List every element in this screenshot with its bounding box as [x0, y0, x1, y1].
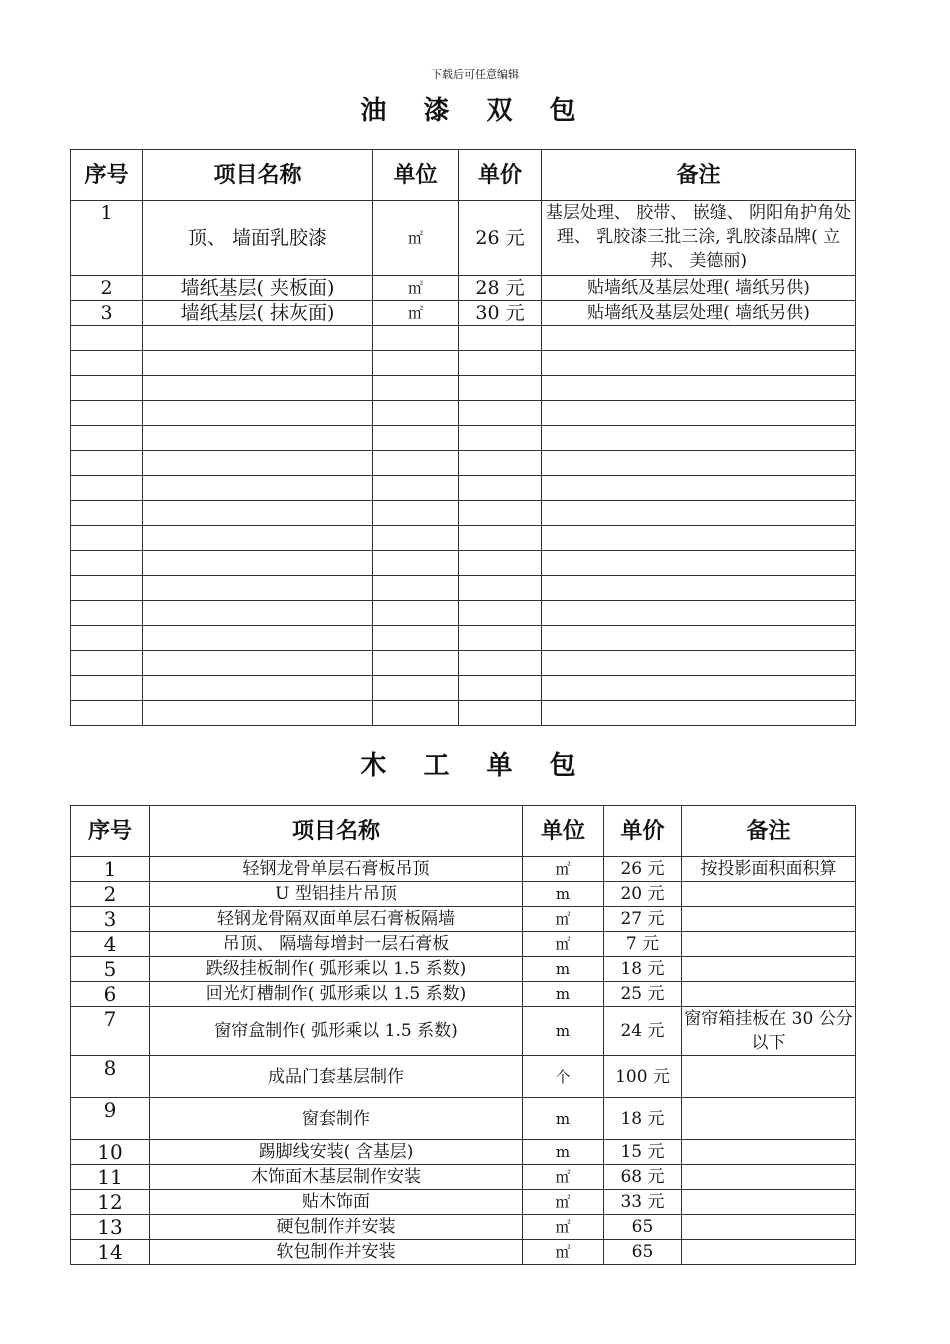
empty-cell	[542, 326, 856, 351]
empty-table-row	[71, 551, 856, 576]
cell-name: 窗套制作	[150, 1098, 523, 1140]
empty-cell	[459, 676, 542, 701]
empty-cell	[459, 601, 542, 626]
empty-cell	[373, 676, 459, 701]
carpentry-price-table	[70, 805, 856, 1265]
empty-table-row	[71, 476, 856, 501]
table-row	[71, 1190, 856, 1215]
table-row	[71, 201, 856, 276]
cell-name: 踢脚线安装( 含基层)	[150, 1140, 523, 1165]
cell-no: 6	[71, 982, 150, 1007]
empty-cell	[542, 476, 856, 501]
empty-table-row	[71, 326, 856, 351]
empty-cell	[459, 701, 542, 726]
empty-cell	[459, 426, 542, 451]
cell-no: 14	[71, 1240, 150, 1265]
empty-table-row	[71, 701, 856, 726]
table-row	[71, 1215, 856, 1240]
cell-no: 3	[71, 907, 150, 932]
empty-cell	[373, 426, 459, 451]
cell-price: 18 元	[604, 957, 682, 982]
table-row	[71, 1240, 856, 1265]
cell-unit: ㎡	[523, 857, 604, 882]
cell-price: 15 元	[604, 1140, 682, 1165]
empty-table-row	[71, 501, 856, 526]
cell-unit: m	[523, 1007, 604, 1056]
table-row	[71, 882, 856, 907]
cell-no: 3	[71, 301, 143, 326]
cell-no: 1	[71, 201, 143, 276]
cell-name: 跌级挂板制作( 弧形乘以 1.5 系数)	[150, 957, 523, 982]
table-row	[71, 932, 856, 957]
cell-unit: ㎡	[523, 907, 604, 932]
table-row	[71, 957, 856, 982]
empty-cell	[459, 576, 542, 601]
empty-table-row	[71, 601, 856, 626]
empty-cell	[542, 576, 856, 601]
cell-price: 26 元	[459, 201, 542, 276]
cell-no: 12	[71, 1190, 150, 1215]
empty-table-row	[71, 401, 856, 426]
cell-remark	[682, 1215, 856, 1240]
cell-price: 20 元	[604, 882, 682, 907]
cell-unit: m	[523, 882, 604, 907]
empty-cell	[373, 476, 459, 501]
empty-cell	[143, 551, 373, 576]
empty-cell	[71, 376, 143, 401]
empty-cell	[143, 476, 373, 501]
table-row	[71, 1098, 856, 1140]
cell-price: 100 元	[604, 1056, 682, 1098]
empty-cell	[71, 526, 143, 551]
empty-cell	[71, 601, 143, 626]
cell-remark	[682, 932, 856, 957]
cell-remark: 按投影面积面积算	[682, 857, 856, 882]
cell-unit: m	[523, 957, 604, 982]
cell-remark	[682, 1140, 856, 1165]
cell-name: 墙纸基层( 抹灰面)	[143, 301, 373, 326]
empty-cell	[373, 376, 459, 401]
empty-cell	[143, 351, 373, 376]
empty-cell	[143, 526, 373, 551]
cell-unit: m	[523, 982, 604, 1007]
cell-name: 墙纸基层( 夹板面)	[143, 276, 373, 301]
cell-price: 24 元	[604, 1007, 682, 1056]
section-title-carpentry: 木 工 单 包	[360, 751, 590, 781]
cell-name: 成品门套基层制作	[150, 1056, 523, 1098]
header-price: 单价	[604, 806, 682, 857]
cell-price: 25 元	[604, 982, 682, 1007]
cell-unit: ㎡	[523, 1165, 604, 1190]
cell-unit: ㎡	[373, 301, 459, 326]
empty-cell	[459, 476, 542, 501]
cell-no: 5	[71, 957, 150, 982]
cell-unit: m	[523, 1098, 604, 1140]
cell-no: 7	[71, 1007, 150, 1056]
empty-cell	[542, 551, 856, 576]
table-row	[71, 1140, 856, 1165]
cell-name: 轻钢龙骨单层石膏板吊顶	[150, 857, 523, 882]
cell-name: 顶、 墙面乳胶漆	[143, 201, 373, 276]
empty-cell	[143, 701, 373, 726]
cell-price: 33 元	[604, 1190, 682, 1215]
empty-cell	[373, 601, 459, 626]
cell-no: 10	[71, 1140, 150, 1165]
empty-table-row	[71, 526, 856, 551]
cell-price: 65	[604, 1215, 682, 1240]
cell-unit: ㎡	[373, 201, 459, 276]
table-row	[71, 1056, 856, 1098]
header-name: 项目名称	[143, 150, 373, 201]
empty-cell	[143, 326, 373, 351]
empty-cell	[71, 351, 143, 376]
empty-cell	[542, 451, 856, 476]
cell-unit: ㎡	[523, 932, 604, 957]
cell-remark	[682, 1098, 856, 1140]
cell-no: 13	[71, 1215, 150, 1240]
empty-table-row	[71, 626, 856, 651]
empty-cell	[71, 426, 143, 451]
empty-cell	[459, 651, 542, 676]
empty-cell	[71, 476, 143, 501]
empty-cell	[542, 601, 856, 626]
cell-remark	[682, 1190, 856, 1215]
cell-price: 26 元	[604, 857, 682, 882]
cell-no: 9	[71, 1098, 150, 1140]
table-row	[71, 1007, 856, 1056]
empty-cell	[71, 701, 143, 726]
empty-cell	[373, 576, 459, 601]
cell-price: 7 元	[604, 932, 682, 957]
table-header-row	[71, 150, 856, 201]
empty-cell	[143, 376, 373, 401]
cell-name: 窗帘盒制作( 弧形乘以 1.5 系数)	[150, 1007, 523, 1056]
empty-table-row	[71, 576, 856, 601]
cell-remark	[682, 982, 856, 1007]
empty-cell	[459, 326, 542, 351]
empty-table-row	[71, 376, 856, 401]
header-unit: 单位	[373, 150, 459, 201]
cell-remark: 基层处理、 胶带、 嵌缝、 阴阳角护角处理、 乳胶漆三批三涂, 乳胶漆品牌( 立邦、 美德丽)	[542, 201, 856, 276]
cell-unit: ㎡	[523, 1190, 604, 1215]
empty-cell	[542, 676, 856, 701]
empty-cell	[71, 651, 143, 676]
empty-cell	[71, 576, 143, 601]
empty-cell	[71, 326, 143, 351]
header-name: 项目名称	[150, 806, 523, 857]
empty-table-row	[71, 426, 856, 451]
table-row	[71, 907, 856, 932]
cell-remark	[682, 1056, 856, 1098]
cell-name: 轻钢龙骨隔双面单层石膏板隔墙	[150, 907, 523, 932]
header-no: 序号	[71, 806, 150, 857]
cell-price: 28 元	[459, 276, 542, 301]
empty-cell	[542, 426, 856, 451]
cell-unit: ㎡	[373, 276, 459, 301]
empty-cell	[542, 351, 856, 376]
empty-cell	[71, 676, 143, 701]
cell-no: 1	[71, 857, 150, 882]
empty-cell	[373, 651, 459, 676]
empty-table-row	[71, 351, 856, 376]
empty-table-row	[71, 676, 856, 701]
empty-table-row	[71, 651, 856, 676]
section-title-painting: 油 漆 双 包	[360, 96, 590, 126]
empty-cell	[71, 501, 143, 526]
empty-cell	[143, 676, 373, 701]
empty-cell	[143, 451, 373, 476]
cell-name: 软包制作并安装	[150, 1240, 523, 1265]
table-row	[71, 857, 856, 882]
empty-cell	[71, 401, 143, 426]
cell-name: 硬包制作并安装	[150, 1215, 523, 1240]
cell-no: 8	[71, 1056, 150, 1098]
table-row	[71, 301, 856, 326]
cell-name: 吊顶、 隔墙每增封一层石膏板	[150, 932, 523, 957]
cell-price: 18 元	[604, 1098, 682, 1140]
empty-cell	[542, 401, 856, 426]
header-no: 序号	[71, 150, 143, 201]
empty-cell	[71, 626, 143, 651]
empty-cell	[459, 526, 542, 551]
empty-cell	[542, 501, 856, 526]
empty-cell	[542, 651, 856, 676]
empty-cell	[143, 576, 373, 601]
cell-price: 27 元	[604, 907, 682, 932]
empty-cell	[459, 501, 542, 526]
cell-unit: m	[523, 1140, 604, 1165]
table-row	[71, 276, 856, 301]
cell-no: 11	[71, 1165, 150, 1190]
empty-cell	[143, 626, 373, 651]
empty-cell	[373, 551, 459, 576]
empty-cell	[143, 651, 373, 676]
cell-name: U 型铝挂片吊顶	[150, 882, 523, 907]
cell-remark	[682, 1240, 856, 1265]
empty-cell	[459, 451, 542, 476]
empty-cell	[373, 326, 459, 351]
empty-cell	[71, 551, 143, 576]
empty-cell	[459, 351, 542, 376]
empty-cell	[542, 701, 856, 726]
cell-unit: ㎡	[523, 1215, 604, 1240]
cell-unit: 个	[523, 1056, 604, 1098]
empty-cell	[459, 551, 542, 576]
empty-cell	[71, 451, 143, 476]
painting-price-table	[70, 149, 856, 726]
header-price: 单价	[459, 150, 542, 201]
empty-table-row	[71, 451, 856, 476]
empty-cell	[542, 626, 856, 651]
empty-cell	[143, 501, 373, 526]
empty-cell	[143, 426, 373, 451]
table-row	[71, 982, 856, 1007]
cell-name: 木饰面木基层制作安装	[150, 1165, 523, 1190]
cell-price: 68 元	[604, 1165, 682, 1190]
cell-remark: 贴墙纸及基层处理( 墙纸另供)	[542, 276, 856, 301]
empty-cell	[542, 376, 856, 401]
empty-cell	[459, 626, 542, 651]
empty-cell	[373, 501, 459, 526]
cell-price: 65	[604, 1240, 682, 1265]
cell-name: 回光灯槽制作( 弧形乘以 1.5 系数)	[150, 982, 523, 1007]
cell-remark: 贴墙纸及基层处理( 墙纸另供)	[542, 301, 856, 326]
cell-no: 2	[71, 882, 150, 907]
header-remark: 备注	[542, 150, 856, 201]
cell-unit: ㎡	[523, 1240, 604, 1265]
cell-remark	[682, 957, 856, 982]
empty-cell	[459, 376, 542, 401]
empty-cell	[373, 401, 459, 426]
cell-remark: 窗帘箱挂板在 30 公分以下	[682, 1007, 856, 1056]
cell-remark	[682, 1165, 856, 1190]
header-unit: 单位	[523, 806, 604, 857]
empty-cell	[373, 351, 459, 376]
cell-no: 4	[71, 932, 150, 957]
empty-cell	[143, 401, 373, 426]
cell-remark	[682, 907, 856, 932]
top-note: 下载后可任意编辑	[431, 68, 519, 81]
empty-cell	[143, 601, 373, 626]
empty-cell	[459, 401, 542, 426]
header-remark: 备注	[682, 806, 856, 857]
cell-name: 贴木饰面	[150, 1190, 523, 1215]
table-row	[71, 1165, 856, 1190]
cell-remark	[682, 882, 856, 907]
cell-no: 2	[71, 276, 143, 301]
empty-cell	[373, 626, 459, 651]
empty-cell	[373, 526, 459, 551]
cell-price: 30 元	[459, 301, 542, 326]
empty-cell	[373, 451, 459, 476]
empty-cell	[542, 526, 856, 551]
table-header-row	[71, 806, 856, 857]
empty-cell	[373, 701, 459, 726]
